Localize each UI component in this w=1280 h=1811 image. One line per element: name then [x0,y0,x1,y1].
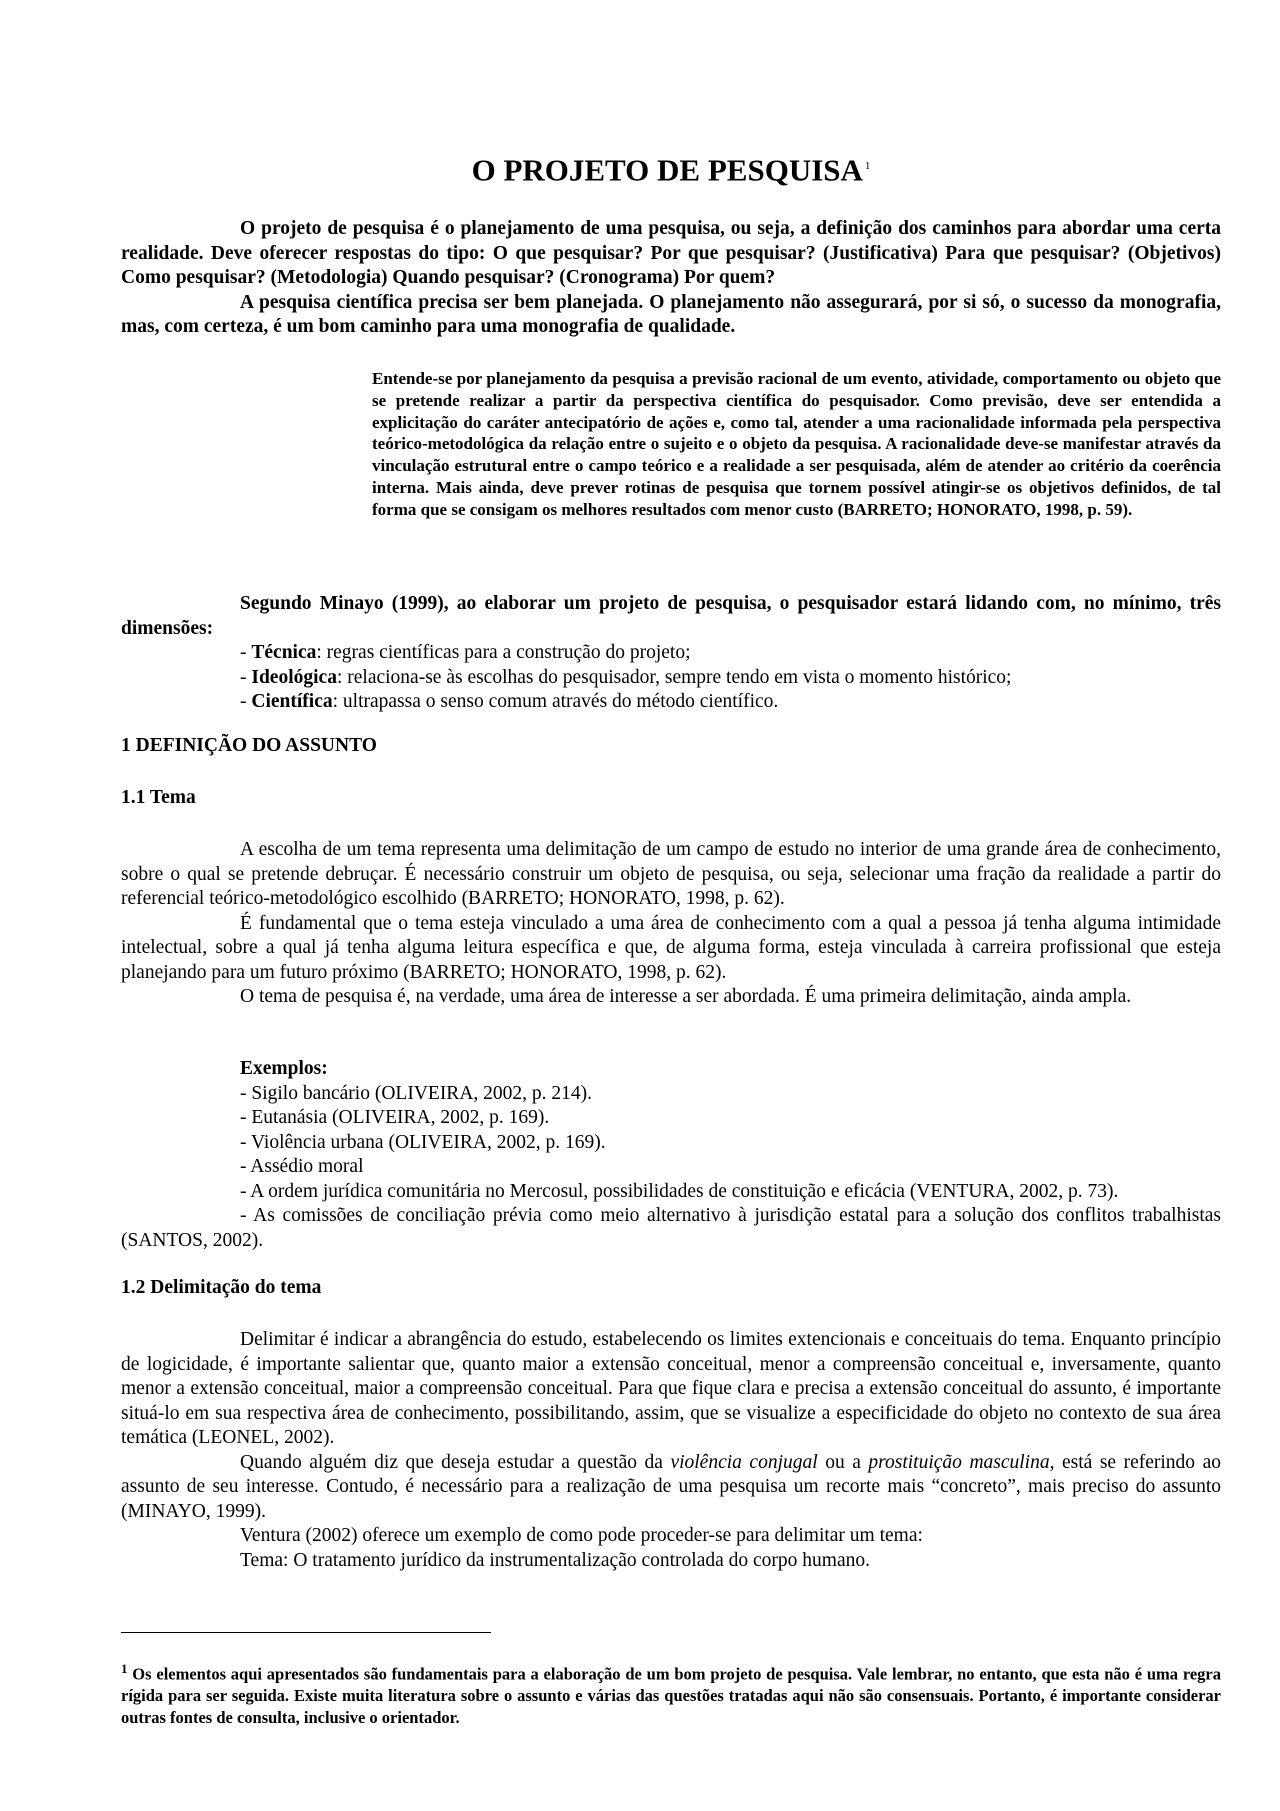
examples-label: Exemplos: [240,1058,328,1079]
minayo-paragraph: Segundo Minayo (1999), ao elaborar um projeto de pesquisa, o pesquisador estará lidando com, no mínimo, três dimensões: [121,593,1221,639]
emphasis-term: prostituição masculina [868,1451,1050,1473]
footnote-mark: 1 [121,1661,128,1676]
title-footnote-mark: 1 [864,160,871,172]
tema-block [121,838,1221,1010]
footnote-text: Os elementos aqui apresentados são fundamentais para a elaboração de um bom projeto de pesquisa. Vale lembrar, no entanto, que esta não é uma regra rígida para ser seguida. Existe muita literatura sobre o assunto e várias das questões tratadas aqui não são consensuais. Portanto, é importante considerar outras fontes de consulta, inclusive o orientador. [121,1664,1221,1727]
delimitacao-paragraph-4: Tema: O tratamento jurídico da instrumentalização controlada do corpo humano. [240,1549,870,1571]
list-item: - Científica: ultrapassa o senso comum através do método científico. [240,691,779,712]
list-item: - Assédio moral [240,1156,364,1177]
emphasis-term: violência conjugal [670,1451,818,1473]
list-item: - A ordem jurídica comunitária no Mercosul, possibilidades de constituição e eficácia (VENTURA, 2002, p. 73). [240,1180,1119,1202]
list-item: - Técnica: regras científicas para a construção do projeto; [240,642,691,663]
tema-paragraph-2: É fundamental que o tema esteja vinculado a uma área de conhecimento com a qual a pessoa já tenha alguma intimidade intelectual, sobre a qual já tenha alguma leitura específica e que, de alguma forma, esteja vinculada à carreira profissional que esteja planejando para um futuro próximo (BARRETO; HONORATO, 1998, p. 62). [121,912,1221,983]
dimensions-block [121,592,1221,715]
intro-block [121,217,1221,340]
examples-block [121,1057,1221,1253]
footnote [121,1658,1221,1728]
block-quote: Entende-se por planejamento da pesquisa a previsão racional de um evento, atividade, comportamento ou objeto que se pretende realizar a partir da perspectiva científica do pesquisador. Como previsão, deve ser entendida a explicitação do caráter antecipatório de ações e, como tal, atender a uma racionalidade informada pela perspectiva teórico-metodológica da relação entre o sujeito e o objeto da pesquisa. A racionalidade deve-se manifestar através da vinculação estrutural entre o campo teórico e a realidade a ser pesquisada, além de atender ao critério da coerência interna. Mais ainda, deve prever rotinas de pesquisa que tornem possível atingir-se os objetivos definidos, de tal forma que se consigam os melhores resultados com menor custo (BARRETO; HONORATO, 1998, p. 59). [372,369,1221,519]
delimitacao-paragraph-1: Delimitar é indicar a abrangência do estudo, estabelecendo os limites extencionais e conceituais do tema. Enquanto princípio de logicidade, é importante salientar que, quanto maior a extensão conceitual, menor a compreensão conceitual e, inversamente, quanto menor a extensão conceitual, maior a compreensão conceitual. Para que fique clara e precisa a extensão conceitual do assunto, é importante situá-lo em sua respectiva área de conhecimento, possibilitando, assim, que se visualize a especificidade do objeto no contexto de sua área temática (LEONEL, 2002). [121,1329,1221,1448]
delimitacao-paragraph-3: Ventura (2002) oferece um exemplo de como pode proceder-se para delimitar um tema: [240,1525,923,1546]
list-item: - As comissões de conciliação prévia como meio alternativo à jurisdição estatal para a solução dos conflitos trabalhistas (SANTOS, 2002). [121,1205,1221,1251]
intro-paragraph-2: A pesquisa científica precisa ser bem planejada. O planejamento não assegurará, por si só, o sucesso da monografia, mas, com certeza, é um bom caminho para uma monografia de qualidade. [121,291,1221,337]
list-item: - Sigilo bancário (OLIVEIRA, 2002, p. 214). [240,1082,593,1104]
delimitacao-paragraph-2: Quando alguém diz que deseja estudar a questão da violência conjugal ou a prostituição masculina, está se referindo ao assunto de seu interesse. Contudo, é necessário para a realização de uma pesquisa um recorte mais “concreto”, mais preciso do assunto (MINAYO, 1999). [121,1451,1221,1522]
footnote-divider [121,1632,491,1633]
dimension-term: Técnica [251,642,317,663]
dimension-term: Ideológica [251,666,337,688]
section-heading: 1 DEFINIÇÃO DO ASSUNTO [121,735,377,756]
subsection-heading-delimitacao: 1.2 Delimitação do tema [121,1277,322,1298]
page-title: O PROJETO DE PESQUISA $^1$ [471,152,871,188]
subsection-heading-tema: 1.1 Tema [121,787,196,808]
list-item: - Eutanásia (OLIVEIRA, 2002, p. 169). [240,1107,550,1128]
tema-paragraph-1: A escolha de um tema representa uma delimitação de um campo de estudo no interior de uma grande área de conhecimento, sobre o qual se pretende debruçar. É necessário construir um objeto de pesquisa, ou seja, selecionar uma fração da realidade a partir do referencial teórico-metodológico escolhido (BARRETO; HONORATO, 1998, p. 62). [121,839,1221,909]
dimension-term: Científica [251,691,333,712]
list-item: - Ideológica: relaciona-se às escolhas do pesquisador, sempre tendo em vista o momento histórico; [240,666,1012,688]
delimitacao-block [121,1328,1221,1573]
list-item: - Violência urbana (OLIVEIRA, 2002, p. 169). [240,1131,606,1153]
tema-paragraph-3: O tema de pesquisa é, na verdade, uma área de interesse a ser abordada. É uma primeira delimitação, ainda ampla. [240,986,1132,1007]
intro-paragraph-1: O projeto de pesquisa é o planejamento de uma pesquisa, ou seja, a definição dos caminhos para abordar uma certa realidade. Deve oferecer respostas do tipo: O que pesquisar? Por que pesquisar? (Justificativa) Para que pesquisar? (Objetivos) Como pesquisar? (Metodologia) Quando pesquisar? (Cronograma) Por quem? [121,218,1221,288]
